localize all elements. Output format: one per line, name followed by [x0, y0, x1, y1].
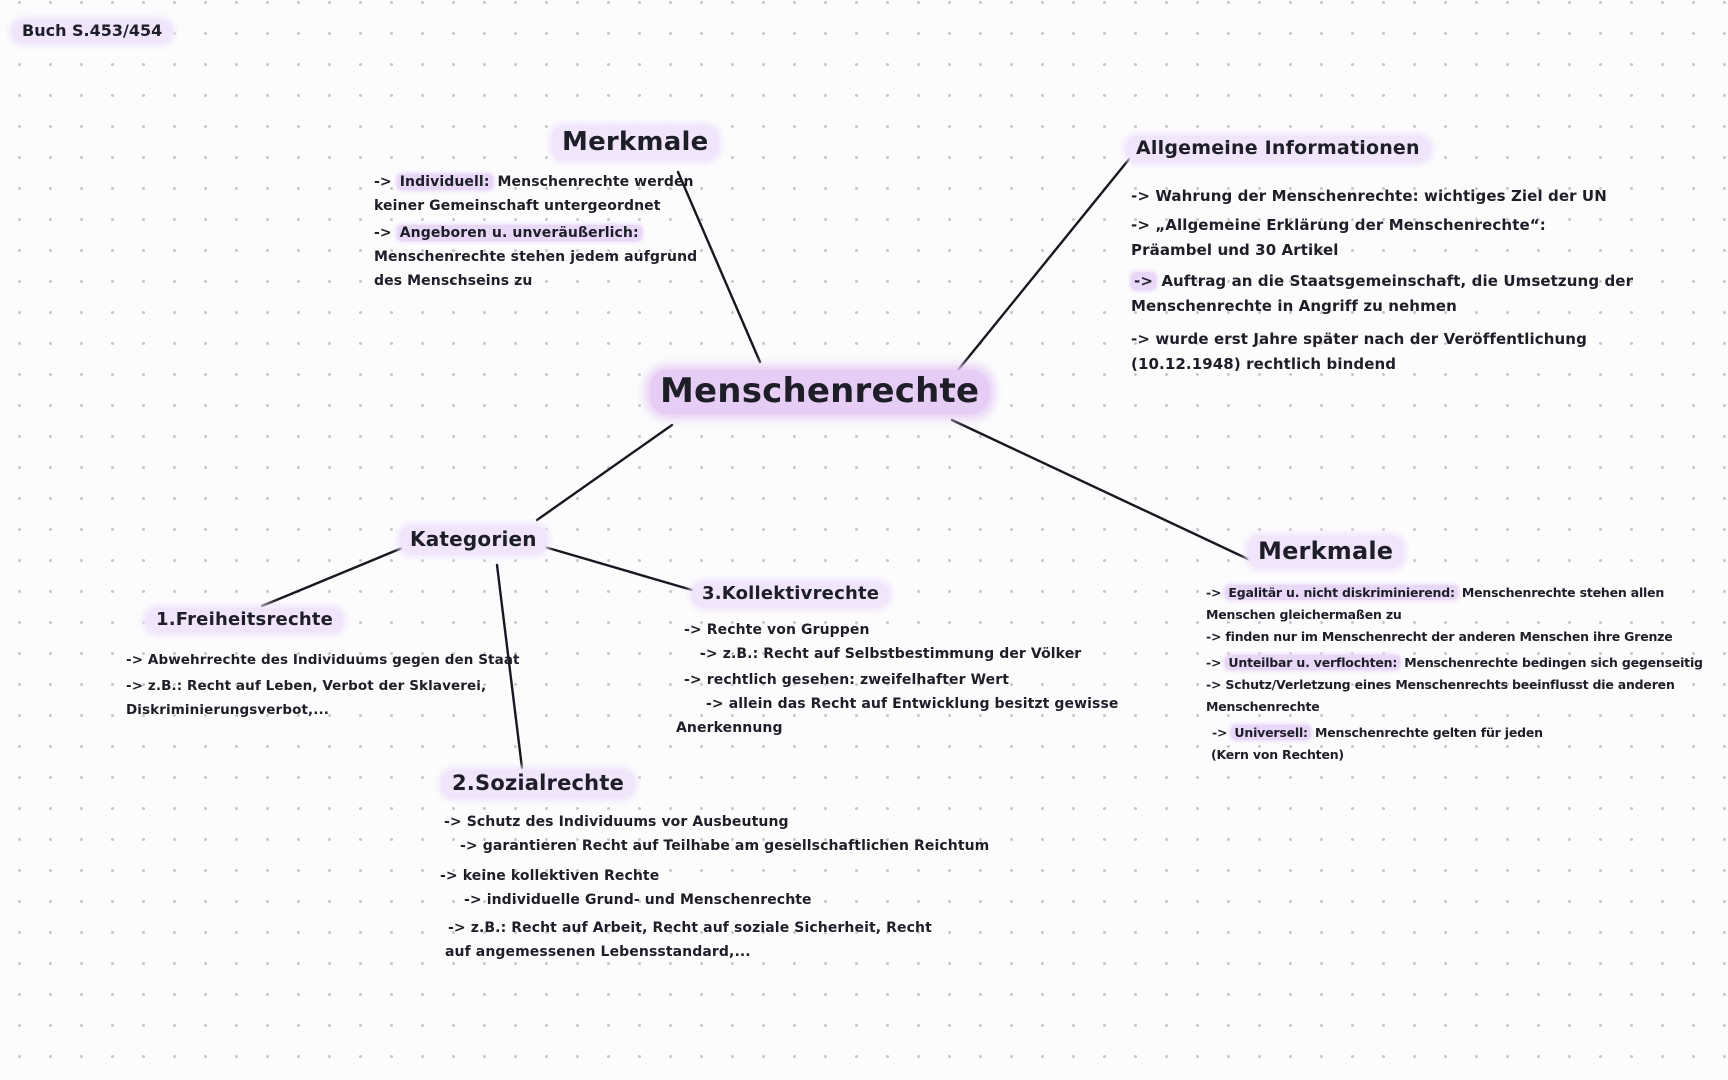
note-text: -> finden nur im Menschenrecht der anderen Menschen ihre Grenze	[1206, 629, 1673, 644]
highlighted-keyword: Unteilbar u. verflochten:	[1225, 655, 1400, 670]
note-line	[374, 194, 697, 218]
node-title-merkmale-right	[1248, 536, 1403, 568]
note-line	[676, 642, 1119, 666]
note-text: des Menschseins zu	[374, 273, 533, 289]
note-text: keiner Gemeinschaft untergeordnet	[374, 198, 661, 214]
note-line	[126, 698, 520, 722]
allgemeine-informationen-label: Allgemeine Informationen	[1126, 136, 1430, 162]
sozialrechte-label: 2.Sozialrechte	[442, 770, 634, 798]
connector-center-to-kategorien	[537, 425, 672, 520]
node-title-merkmale-top	[552, 126, 718, 160]
note-line	[1131, 352, 1633, 377]
note-text: -> allein das Recht auf Entwicklung besitzt gewisse	[706, 696, 1119, 712]
note-text: Auftrag an die Staatsgemeinschaft, die Umsetzung der	[1156, 272, 1634, 290]
note-line	[1206, 604, 1703, 626]
note-text: -> Rechte von Gruppen	[684, 622, 870, 638]
note-line	[1131, 238, 1633, 263]
note-line	[1131, 294, 1633, 319]
note-text: Diskriminierungsverbot,...	[126, 702, 329, 718]
note-text: Menschenrechte stehen jedem aufgrund	[374, 249, 698, 265]
highlighted-keyword: Angeboren u. unveräußerlich:	[397, 225, 642, 241]
note-text: Menschenrechte	[1206, 699, 1320, 714]
note-text: Menschen gleichermaßen zu	[1206, 607, 1402, 622]
freiheitsrechte-label: 1.Freiheitsrechte	[146, 608, 343, 633]
kollektivrechte-label: 3.Kollektivrechte	[692, 582, 889, 607]
note-text: Menschenrechte werden	[492, 174, 694, 190]
note-text: -> individuelle Grund- und Menschenrechte	[464, 892, 812, 908]
note-line	[1131, 213, 1633, 238]
highlighted-keyword: Egalitär u. nicht diskriminierend:	[1225, 585, 1457, 600]
note-line	[1206, 744, 1703, 766]
note-line	[374, 269, 697, 293]
note-text: Menschenrechte in Angriff zu nehmen	[1131, 297, 1457, 315]
merkmale-right-label: Merkmale	[1248, 536, 1403, 568]
note-line	[126, 648, 520, 672]
note-text: -> keine kollektiven Rechte	[440, 868, 660, 884]
node-title-kategorien	[400, 526, 547, 554]
note-text: -> Schutz/Verletzung eines Menschenrechts beeinflusst die anderen	[1206, 677, 1675, 692]
connector-kategorien-to-kollektivrechte	[538, 545, 692, 590]
connector-kategorien-to-freiheitsrechte	[262, 548, 402, 606]
note-line	[374, 245, 697, 269]
note-text: ->	[1212, 725, 1232, 740]
note-line	[676, 618, 1119, 642]
note-line	[676, 716, 1119, 740]
note-line	[676, 668, 1119, 692]
note-text: Präambel und 30 Artikel	[1131, 241, 1339, 259]
highlighted-keyword: Universell:	[1231, 725, 1310, 740]
notes-sozialrechte	[440, 810, 989, 964]
note-text: Anerkennung	[676, 720, 783, 736]
note-text: -> Wahrung der Menschenrechte: wichtiges Ziel der UN	[1131, 187, 1607, 205]
note-text: -> Schutz des Individuums vor Ausbeutung	[444, 814, 789, 830]
note-line	[1206, 652, 1703, 674]
kategorien-label: Kategorien	[400, 526, 547, 554]
notes-freiheitsrechte	[126, 648, 520, 722]
note-line	[1206, 674, 1703, 696]
node-title-sozialrechte	[442, 770, 634, 798]
note-text: -> Abwehrrechte des Individuums gegen den Staat	[126, 652, 520, 668]
note-text: ->	[374, 174, 397, 190]
note-line	[1131, 269, 1633, 294]
note-line	[440, 834, 989, 858]
notes-merkmale-right	[1206, 582, 1703, 766]
note-text: auf angemessenen Lebensstandard,...	[445, 944, 751, 960]
note-line	[1206, 722, 1703, 744]
highlighted-keyword: Individuell:	[397, 174, 493, 190]
note-text: -> „Allgemeine Erklärung der Menschenrechte“:	[1131, 216, 1546, 234]
notes-allgemeine-informationen	[1131, 184, 1633, 377]
note-line	[126, 674, 520, 698]
note-line	[374, 170, 697, 194]
book-reference: Buch S.453/454	[12, 20, 172, 43]
center-node-menschenrechte	[650, 370, 989, 414]
connector-center-to-allgemeine-informationen	[950, 158, 1130, 380]
note-text: ->	[1206, 655, 1226, 670]
note-line	[374, 221, 697, 245]
note-text: Menschenrechte stehen allen	[1457, 585, 1665, 600]
note-text: ->	[374, 225, 397, 241]
center-node-label: Menschenrechte	[650, 370, 989, 414]
notes-merkmale-top	[374, 170, 697, 293]
note-line	[440, 864, 989, 888]
note-text: -> wurde erst Jahre später nach der Veröffentlichung	[1131, 330, 1587, 348]
note-text: -> garantieren Recht auf Teilhabe am gesellschaftlichen Reichtum	[460, 838, 990, 854]
note-text: -> z.B.: Recht auf Leben, Verbot der Sklaverei,	[126, 678, 487, 694]
note-text: -> rechtlich gesehen: zweifelhafter Wert	[684, 672, 1010, 688]
notes-kollektivrechte	[676, 618, 1119, 740]
node-title-kollektivrechte	[692, 582, 889, 607]
note-text: -> z.B.: Recht auf Selbstbestimmung der Völker	[700, 646, 1082, 662]
note-line	[676, 692, 1119, 716]
node-title-freiheitsrechte	[146, 608, 343, 633]
node-title-allgemeine-informationen	[1126, 136, 1430, 162]
note-line	[440, 810, 989, 834]
note-line	[1206, 582, 1703, 604]
note-text: Menschenrechte gelten für jeden	[1310, 725, 1543, 740]
note-line	[440, 916, 989, 940]
note-line	[1131, 184, 1633, 209]
note-text: (10.12.1948) rechtlich bindend	[1131, 355, 1397, 373]
note-text: (Kern von Rechten)	[1211, 747, 1344, 762]
note-line	[1206, 696, 1703, 718]
note-text: Menschenrechte bedingen sich gegenseitig	[1400, 655, 1703, 670]
note-text: ->	[1206, 585, 1226, 600]
note-line	[1131, 327, 1633, 352]
note-line	[1206, 626, 1703, 648]
connector-center-to-merkmale-right	[952, 420, 1250, 560]
merkmale-top-label: Merkmale	[552, 126, 718, 160]
note-text: -> z.B.: Recht auf Arbeit, Recht auf soziale Sicherheit, Recht	[448, 920, 932, 936]
note-line	[440, 888, 989, 912]
highlighted-keyword: ->	[1131, 272, 1156, 290]
note-line	[440, 940, 989, 964]
